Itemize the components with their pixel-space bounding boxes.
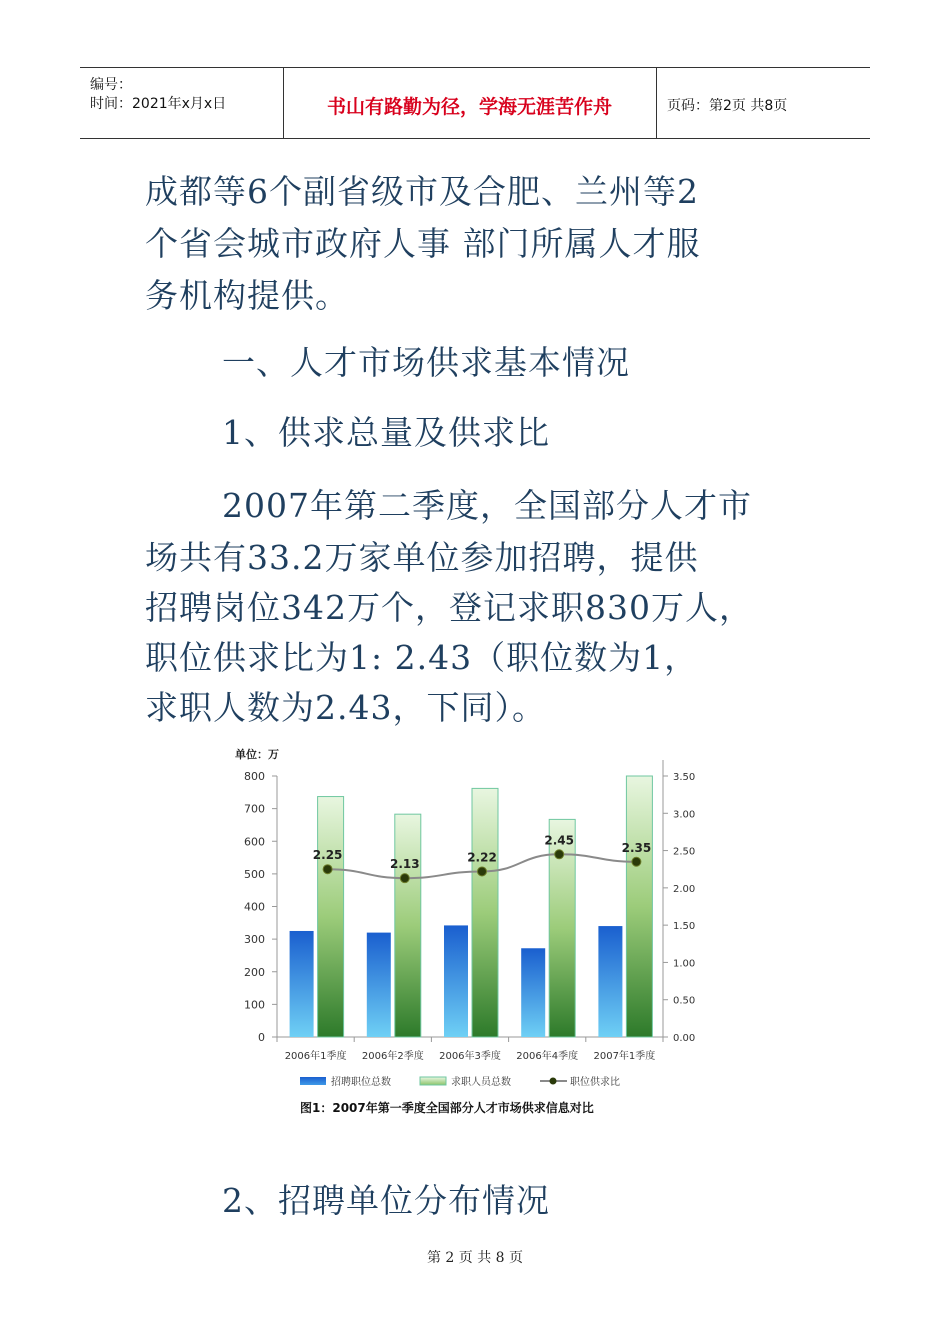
right-tick-label: 2.50 [673,846,696,858]
right-tick-label: 0.50 [673,995,696,1007]
number-label: 编号： [90,77,132,93]
chart-caption: 图1：2007年第一季度全国部分人才市场供求信息对比 [300,1101,594,1115]
bar-job-seekers [395,814,421,1037]
x-tick-label: 2006年4季度 [516,1051,579,1062]
left-tick-label: 500 [244,867,265,881]
legend-swatch-seekers [420,1077,446,1085]
page-header [80,67,870,139]
left-tick-label: 0 [258,1031,265,1044]
header-motto-cell [283,68,657,138]
bar-job-seekers [472,788,498,1037]
para-line: 职位供求比为1: 2.43（职位数为1， [145,638,699,677]
unit-label: 单位：万 [235,748,279,761]
ratio-data-label: 2.25 [312,848,343,863]
ratio-marker [555,850,564,859]
para-line: 2007年第二季度，全国部分人才市 [222,486,752,525]
left-tick-label: 800 [244,770,265,783]
bar-job-seekers [318,797,344,1037]
left-tick-label: 200 [244,965,265,979]
ratio-marker [478,867,487,876]
bar-recruit-positions [367,933,391,1037]
bar-recruit-positions [598,926,622,1037]
left-tick-label: 300 [244,933,265,947]
ratio-marker [323,865,332,874]
page-info: 页码：第2页 共8页 [667,98,788,114]
header-meta-cell [80,68,284,138]
x-tick-label: 2006年3季度 [439,1051,501,1062]
right-tick-label: 3.50 [673,772,696,783]
header-page-cell [657,68,870,138]
left-tick-label: 400 [244,900,265,914]
ratio-data-label: 2.13 [389,857,420,872]
left-tick-label: 700 [244,802,265,816]
x-tick-label: 2006年1季度 [284,1051,347,1062]
left-tick-label: 600 [244,835,265,849]
left-tick-label: 100 [244,998,265,1012]
ratio-marker [400,874,409,883]
legend-marker-ratio [550,1078,557,1085]
supply-demand-chart [225,740,725,1125]
right-tick-label: 0.00 [673,1033,696,1044]
ratio-data-label: 2.35 [621,840,652,855]
x-tick-label: 2006年2季度 [361,1051,424,1062]
right-tick-label: 2.00 [673,883,696,895]
legend-label: 招聘职位总数 [331,1077,391,1088]
bar-job-seekers [626,776,652,1037]
body-line: 务机构提供。 [145,276,349,315]
right-tick-label: 3.00 [673,809,696,821]
subsection-heading: 2、招聘单位分布情况 [222,1181,550,1220]
legend-label: 求职人员总数 [451,1077,511,1088]
bar-recruit-positions [521,948,545,1037]
ratio-marker [632,857,641,866]
section-heading: 一、人才市场供求基本情况 [222,343,630,382]
right-tick-label: 1.00 [673,958,696,970]
x-tick-label: 2007年1季度 [593,1051,656,1062]
para-line: 招聘岗位342万个，登记求职830万人， [145,588,753,627]
date-line: 时间：2021年x月x日 [90,96,227,112]
body-line: 成都等6个副省级市及合肥、兰州等2 [145,172,699,211]
right-tick-label: 1.50 [673,921,696,933]
legend-label: 职位供求比 [570,1077,620,1088]
body-line: 个省会城市政府人事 部门所属人才服 [145,224,701,263]
page-footer: 第 2 页 共 8 页 [426,1250,524,1266]
ratio-data-label: 2.22 [467,850,497,865]
legend-swatch-recruit [300,1077,326,1085]
para-line: 求职人数为2.43，下同）。 [145,688,546,727]
bar-recruit-positions [290,931,314,1037]
subsection-heading: 1、供求总量及供求比 [222,413,550,452]
ratio-data-label: 2.45 [544,833,575,848]
para-line: 场共有33.2万家单位参加招聘，提供 [145,538,699,577]
bar-recruit-positions [444,925,468,1037]
motto: 书山有路勤为径，学海无涯苦作舟 [326,96,612,118]
